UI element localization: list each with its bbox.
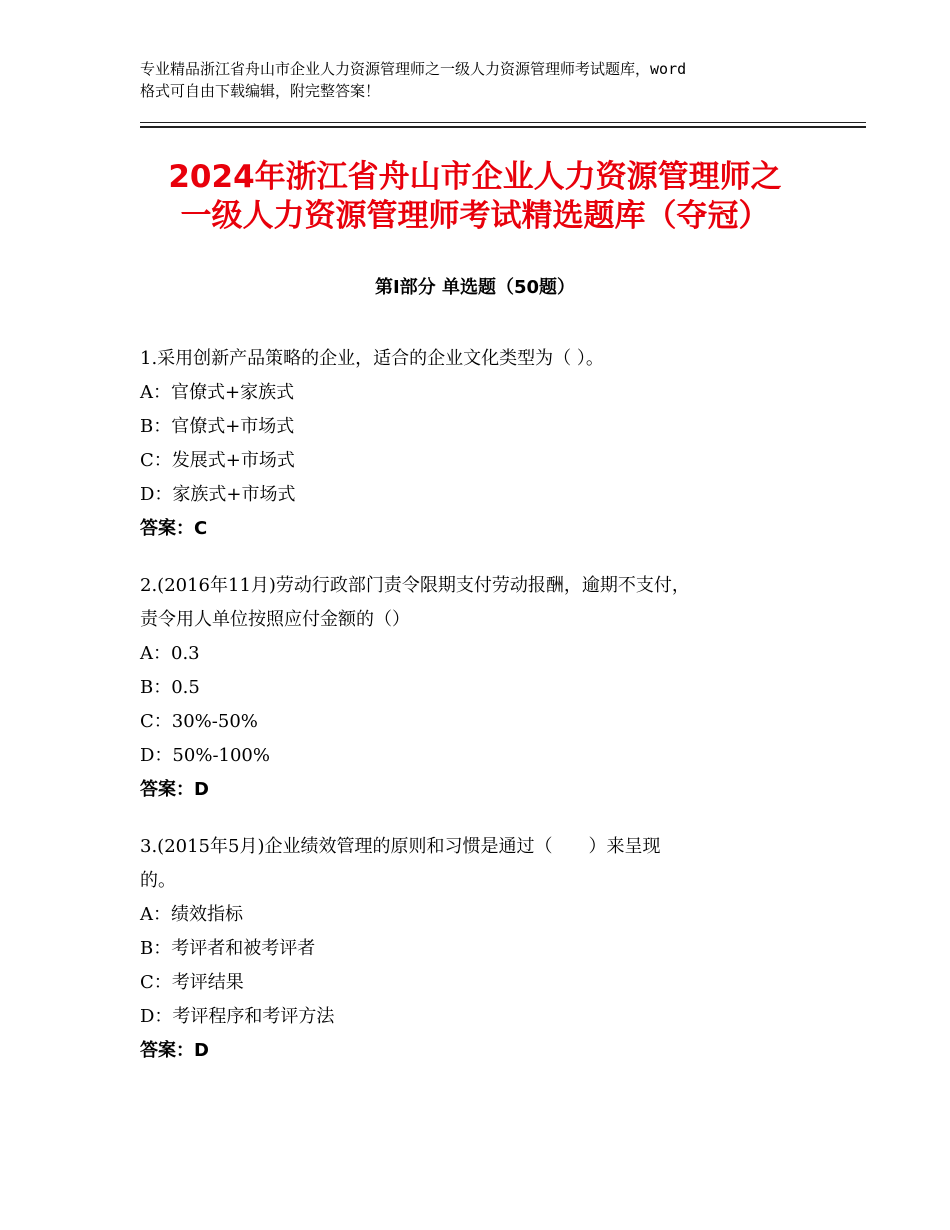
header-divider-thin — [140, 122, 866, 123]
question-2-option-a: A：0.3 — [140, 643, 200, 664]
question-3-stem-line-1: 3.(2015年5月)企业绩效管理的原则和习惯是通过（ ）来呈现 — [140, 836, 661, 857]
document-title-line-2: 一级人力资源管理师考试精选题库（夺冠） — [180, 198, 770, 234]
section-heading: 第Ⅰ部分 单选题（50题） — [374, 277, 575, 298]
question-3-answer: 答案：D — [140, 1040, 209, 1061]
question-list — [140, 342, 810, 1091]
question-3-option-c: C：考评结果 — [140, 972, 244, 993]
header-note-line-1: 专业精品浙江省舟山市企业人力资源管理师之一级人力资源管理师考试题库，word — [140, 60, 687, 78]
question-2-option-d: D：50%-100% — [140, 745, 270, 766]
question-2-stem-line-1: 2.(2016年11月)劳动行政部门责令限期支付劳动报酬，逾期不支付， — [140, 575, 690, 596]
question-2-stem-line-2: 责令用人单位按照应付金额的（） — [140, 609, 410, 630]
question-2-option-b: B：0.5 — [140, 677, 200, 698]
question-2 — [140, 569, 810, 807]
header-note-line-2: 格式可自由下载编辑，附完整答案！ — [140, 82, 381, 100]
question-3 — [140, 830, 810, 1068]
document-title-line-1: 2024年浙江省舟山市企业人力资源管理师之 — [168, 159, 782, 195]
question-3-stem-line-2: 的。 — [140, 870, 176, 891]
header-divider-thick — [140, 126, 866, 128]
question-1-option-c: C：发展式+市场式 — [140, 450, 295, 471]
document-title — [120, 158, 830, 236]
question-3-option-d: D：考评程序和考评方法 — [140, 1006, 335, 1027]
question-2-option-c: C：30%-50% — [140, 711, 258, 732]
question-1 — [140, 342, 810, 546]
question-3-option-a: A：绩效指标 — [140, 904, 243, 925]
header-note — [140, 58, 830, 102]
question-1-option-d: D：家族式+市场式 — [140, 484, 296, 505]
question-3-option-b: B：考评者和被考评者 — [140, 938, 316, 959]
question-1-answer: 答案：C — [140, 518, 208, 539]
question-2-answer: 答案：D — [140, 779, 209, 800]
question-1-option-b: B：官僚式+市场式 — [140, 416, 295, 437]
question-1-stem: 1.采用创新产品策略的企业，适合的企业文化类型为（ ）。 — [140, 348, 604, 369]
question-1-option-a: A：官僚式+家族式 — [140, 382, 295, 403]
